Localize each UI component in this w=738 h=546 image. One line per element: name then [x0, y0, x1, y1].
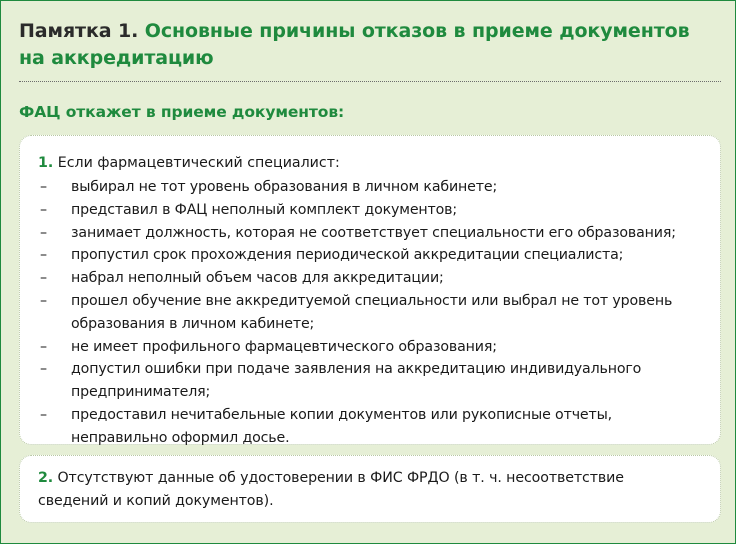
list-item	[40, 358, 710, 404]
list-item-text: допустил ошибки при подаче заявления на аккредитацию индивидуального предпринимателя;	[71, 361, 642, 401]
reason-2-body: Отсутствуют данные об удостоверении в ФИС ФРДО (в т. ч. несоответствие сведений и копий документов).	[38, 470, 624, 509]
list-item	[40, 176, 710, 199]
dash-marker: –	[40, 224, 47, 241]
dash-marker: –	[40, 338, 47, 355]
memo-number: Памятка 1.	[19, 20, 139, 42]
list-item	[40, 267, 710, 290]
dash-marker: –	[40, 292, 47, 309]
dash-marker: –	[40, 361, 47, 378]
list-item-text: не имеет профильного фармацевтического образования;	[71, 338, 497, 355]
list-item-text: пропустил срок прохождения периодической аккредитации специалиста;	[71, 247, 624, 264]
reason-box-2	[19, 455, 721, 523]
list-item	[40, 199, 710, 222]
dash-marker: –	[40, 270, 47, 287]
reason-2-text	[38, 467, 678, 513]
dash-marker: –	[40, 406, 47, 423]
list-item-text: набрал неполный объем часов для аккредитации;	[71, 270, 444, 287]
list-item	[40, 290, 710, 336]
list-item-text: прошел обучение вне аккредитуемой специальности или выбрал не тот уровень образования в личном кабинете;	[71, 292, 673, 332]
dash-marker: –	[40, 201, 47, 218]
reason-1-number: 1.	[38, 155, 54, 171]
list-item-text: предоставил нечитабельные копии документов или рукописные отчеты, неправильно оформил досье.	[71, 406, 613, 446]
dash-marker: –	[40, 179, 47, 195]
reason-1-list	[40, 176, 710, 450]
reason-box-1	[19, 135, 721, 445]
list-item	[40, 222, 710, 245]
reason-1-heading-text: Если фармацевтический специалист:	[57, 155, 340, 171]
memo-title	[19, 18, 709, 72]
list-item-text: занимает должность, которая не соответствует специальности его образования;	[71, 224, 676, 241]
section-subtitle: ФАЦ откажет в приеме документов:	[19, 103, 345, 121]
reason-2-number: 2.	[38, 470, 54, 486]
list-item-text: выбирал не тот уровень образования в личном кабинете;	[71, 179, 498, 195]
dash-marker: –	[40, 247, 47, 264]
list-item	[40, 404, 710, 450]
list-item	[40, 336, 710, 359]
memo-title-text: Основные причины отказов в приеме документов на аккредитацию	[19, 20, 690, 69]
reason-1-heading	[38, 152, 340, 174]
list-item-text: представил в ФАЦ неполный комплект документов;	[71, 201, 458, 218]
dotted-divider	[19, 81, 721, 82]
list-item	[40, 244, 710, 267]
